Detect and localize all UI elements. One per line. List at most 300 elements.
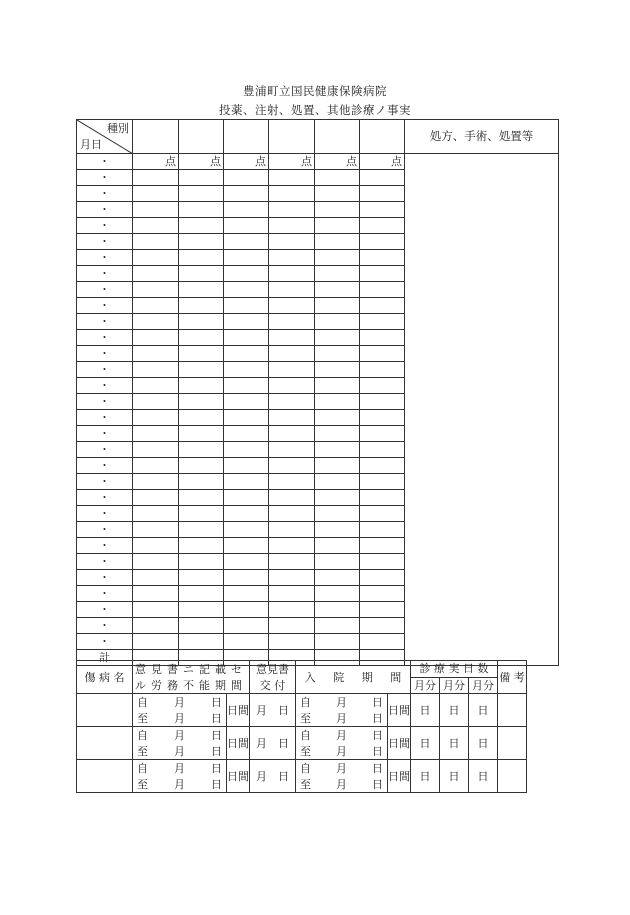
month-mark: 月 bbox=[336, 695, 348, 709]
points-cell[interactable]: 点 bbox=[315, 154, 360, 170]
points-cell[interactable] bbox=[224, 490, 269, 506]
points-cell[interactable] bbox=[360, 234, 405, 250]
points-cell[interactable] bbox=[224, 586, 269, 602]
treatment-days-cell[interactable]: 日 bbox=[440, 760, 469, 793]
inpatient-dates[interactable] bbox=[296, 727, 388, 760]
hospital-title: 豊浦町立国民健康保険病院 bbox=[243, 84, 387, 98]
inpatient-to: 至 bbox=[300, 744, 312, 758]
points-cell[interactable] bbox=[315, 394, 360, 410]
points-cell[interactable] bbox=[269, 522, 315, 538]
points-cell[interactable] bbox=[224, 202, 269, 218]
incapacity-duration[interactable]: 日間 bbox=[227, 760, 250, 793]
inpatient-dates[interactable] bbox=[296, 760, 388, 793]
points-cell[interactable] bbox=[269, 378, 315, 394]
points-cell[interactable] bbox=[224, 570, 269, 586]
points-cell[interactable] bbox=[269, 362, 315, 378]
points-cell[interactable] bbox=[360, 346, 405, 362]
points-cell[interactable] bbox=[133, 618, 179, 634]
points-cell[interactable] bbox=[224, 634, 269, 650]
points-cell[interactable] bbox=[360, 186, 405, 202]
date-cell[interactable]: ・ bbox=[77, 298, 133, 314]
points-cell[interactable] bbox=[179, 218, 224, 234]
points-cell[interactable] bbox=[179, 458, 224, 474]
points-cell[interactable] bbox=[179, 378, 224, 394]
incapacity-from: 自 bbox=[137, 728, 148, 742]
month-mark: 月 bbox=[336, 777, 348, 791]
date-cell[interactable]: ・ bbox=[77, 506, 133, 522]
treatment-days-cell[interactable]: 日 bbox=[440, 694, 469, 727]
points-cell[interactable] bbox=[133, 282, 179, 298]
points-cell[interactable] bbox=[179, 442, 224, 458]
points-cell[interactable] bbox=[224, 474, 269, 490]
work-incapacity-dates[interactable] bbox=[133, 727, 227, 760]
points-cell[interactable] bbox=[269, 298, 315, 314]
points-cell[interactable] bbox=[360, 570, 405, 586]
date-cell[interactable]: ・ bbox=[77, 634, 133, 650]
points-cell[interactable] bbox=[315, 330, 360, 346]
points-cell[interactable] bbox=[269, 394, 315, 410]
month-mark: 月 bbox=[336, 761, 348, 775]
points-cell[interactable] bbox=[179, 522, 224, 538]
points-cell[interactable] bbox=[269, 250, 315, 266]
points-cell[interactable] bbox=[179, 346, 224, 362]
points-cell[interactable] bbox=[133, 586, 179, 602]
incapacity-duration[interactable]: 日間 bbox=[227, 694, 250, 727]
points-cell[interactable] bbox=[360, 618, 405, 634]
points-cell[interactable] bbox=[315, 602, 360, 618]
points-cell[interactable] bbox=[224, 378, 269, 394]
points-cell[interactable] bbox=[224, 554, 269, 570]
points-cell[interactable] bbox=[360, 554, 405, 570]
points-cell[interactable] bbox=[133, 314, 179, 330]
points-cell[interactable] bbox=[179, 266, 224, 282]
date-cell[interactable]: ・ bbox=[77, 218, 133, 234]
points-cell[interactable] bbox=[269, 170, 315, 186]
points-cell[interactable] bbox=[269, 218, 315, 234]
date-cell[interactable]: ・ bbox=[77, 490, 133, 506]
points-cell[interactable] bbox=[224, 298, 269, 314]
month-mark: 月 bbox=[256, 703, 268, 717]
opinion-issue-date[interactable] bbox=[250, 727, 296, 760]
points-cell[interactable] bbox=[224, 506, 269, 522]
points-cell[interactable] bbox=[360, 490, 405, 506]
points-cell[interactable] bbox=[179, 330, 224, 346]
points-cell[interactable] bbox=[269, 314, 315, 330]
points-cell[interactable] bbox=[179, 234, 224, 250]
points-cell[interactable] bbox=[315, 618, 360, 634]
points-cell[interactable] bbox=[179, 202, 224, 218]
points-cell[interactable] bbox=[224, 346, 269, 362]
points-cell[interactable] bbox=[360, 474, 405, 490]
points-cell[interactable] bbox=[269, 410, 315, 426]
points-cell[interactable] bbox=[315, 186, 360, 202]
points-cell[interactable] bbox=[360, 250, 405, 266]
prescription-header: 処方、手術、処置等 bbox=[405, 120, 559, 154]
points-cell[interactable] bbox=[179, 282, 224, 298]
month-mark: 月 bbox=[336, 711, 348, 725]
day-mark: 日 bbox=[211, 728, 222, 742]
points-cell[interactable] bbox=[315, 282, 360, 298]
remarks-header: 備 考 bbox=[498, 661, 527, 694]
disease-record-row bbox=[77, 727, 570, 760]
points-cell[interactable] bbox=[179, 538, 224, 554]
month-mark: 月 bbox=[336, 728, 348, 742]
points-cell[interactable] bbox=[179, 250, 224, 266]
category-cell[interactable] bbox=[179, 120, 224, 154]
points-cell[interactable]: 点 bbox=[269, 154, 315, 170]
points-cell[interactable] bbox=[315, 266, 360, 282]
points-cell[interactable] bbox=[315, 314, 360, 330]
points-cell[interactable] bbox=[269, 554, 315, 570]
points-cell[interactable] bbox=[315, 538, 360, 554]
points-cell[interactable] bbox=[269, 282, 315, 298]
points-cell[interactable] bbox=[224, 458, 269, 474]
points-cell[interactable] bbox=[224, 186, 269, 202]
points-cell[interactable] bbox=[179, 170, 224, 186]
points-cell[interactable] bbox=[133, 186, 179, 202]
points-cell[interactable] bbox=[315, 490, 360, 506]
work-incapacity-header bbox=[133, 661, 250, 694]
points-cell[interactable] bbox=[360, 522, 405, 538]
points-cell[interactable] bbox=[360, 394, 405, 410]
points-cell[interactable] bbox=[360, 602, 405, 618]
points-cell[interactable] bbox=[269, 618, 315, 634]
points-cell[interactable] bbox=[179, 554, 224, 570]
incapacity-to: 至 bbox=[137, 777, 148, 791]
category-cell[interactable] bbox=[133, 120, 179, 154]
disease-name-cell[interactable] bbox=[77, 727, 133, 760]
date-cell[interactable]: ・ bbox=[77, 554, 133, 570]
date-cell[interactable]: ・ bbox=[77, 426, 133, 442]
points-cell[interactable] bbox=[179, 394, 224, 410]
treatment-days-header: 診 療 実 日 数 bbox=[411, 661, 498, 678]
points-cell[interactable] bbox=[179, 506, 224, 522]
points-cell[interactable] bbox=[360, 458, 405, 474]
points-cell[interactable] bbox=[133, 250, 179, 266]
points-cell[interactable] bbox=[360, 586, 405, 602]
treatment-days-cell[interactable]: 日 bbox=[469, 727, 498, 760]
points-cell[interactable] bbox=[360, 170, 405, 186]
points-cell[interactable] bbox=[179, 426, 224, 442]
points-cell[interactable] bbox=[133, 218, 179, 234]
date-cell[interactable]: ・ bbox=[77, 394, 133, 410]
points-cell[interactable] bbox=[315, 250, 360, 266]
date-cell[interactable]: ・ bbox=[77, 618, 133, 634]
points-cell[interactable] bbox=[224, 266, 269, 282]
points-cell[interactable] bbox=[360, 266, 405, 282]
points-cell[interactable] bbox=[269, 458, 315, 474]
month-mark: 月 bbox=[174, 777, 185, 791]
date-cell[interactable]: ・ bbox=[77, 474, 133, 490]
treatment-days-cell[interactable]: 日 bbox=[440, 727, 469, 760]
disease-name-cell[interactable] bbox=[77, 760, 133, 793]
treatment-days-cell[interactable]: 日 bbox=[469, 694, 498, 727]
points-cell[interactable] bbox=[179, 186, 224, 202]
month-mark: 月 bbox=[174, 761, 185, 775]
points-cell[interactable] bbox=[224, 602, 269, 618]
points-cell[interactable] bbox=[315, 234, 360, 250]
points-cell[interactable] bbox=[179, 618, 224, 634]
date-cell[interactable]: ・ bbox=[77, 538, 133, 554]
points-cell[interactable] bbox=[360, 330, 405, 346]
points-cell[interactable] bbox=[224, 170, 269, 186]
points-cell[interactable] bbox=[133, 346, 179, 362]
points-cell[interactable] bbox=[315, 570, 360, 586]
points-cell[interactable] bbox=[179, 570, 224, 586]
points-cell[interactable] bbox=[224, 538, 269, 554]
points-cell[interactable] bbox=[360, 506, 405, 522]
day-mark: 日 bbox=[372, 761, 384, 775]
date-cell[interactable]: ・ bbox=[77, 314, 133, 330]
disease-record-row bbox=[77, 694, 570, 727]
points-cell[interactable] bbox=[360, 298, 405, 314]
day-mark: 日 bbox=[211, 744, 222, 758]
points-cell[interactable] bbox=[224, 394, 269, 410]
issue-line1: 意見書 bbox=[256, 662, 290, 676]
points-cell[interactable] bbox=[360, 634, 405, 650]
remarks-cell[interactable] bbox=[498, 694, 527, 727]
points-cell[interactable] bbox=[269, 570, 315, 586]
category-cell[interactable] bbox=[360, 120, 405, 154]
incapacity-duration[interactable]: 日間 bbox=[227, 727, 250, 760]
points-cell[interactable] bbox=[133, 570, 179, 586]
points-cell[interactable] bbox=[133, 170, 179, 186]
inpatient-duration[interactable]: 日間 bbox=[388, 727, 411, 760]
date-cell[interactable]: ・ bbox=[77, 282, 133, 298]
day-mark: 日 bbox=[372, 695, 384, 709]
points-cell[interactable] bbox=[269, 586, 315, 602]
opinion-issue-date[interactable] bbox=[250, 760, 296, 793]
points-cell[interactable] bbox=[315, 202, 360, 218]
disease-summary-table bbox=[76, 660, 570, 793]
inpatient-to: 至 bbox=[300, 711, 312, 725]
date-cell[interactable]: ・ bbox=[77, 458, 133, 474]
points-cell[interactable] bbox=[133, 410, 179, 426]
remarks-cell[interactable] bbox=[498, 727, 527, 760]
points-cell[interactable] bbox=[269, 442, 315, 458]
points-cell[interactable] bbox=[179, 314, 224, 330]
points-cell[interactable] bbox=[224, 426, 269, 442]
date-cell[interactable]: ・ bbox=[77, 410, 133, 426]
points-cell[interactable] bbox=[133, 234, 179, 250]
day-mark: 日 bbox=[372, 777, 384, 791]
points-cell[interactable] bbox=[269, 202, 315, 218]
date-cell[interactable]: ・ bbox=[77, 202, 133, 218]
points-cell[interactable] bbox=[133, 394, 179, 410]
points-cell[interactable] bbox=[315, 218, 360, 234]
form-subtitle: 投薬、注射、処置、其他診療ノ事実 bbox=[219, 103, 411, 117]
month-mark: 月 bbox=[336, 744, 348, 758]
points-cell[interactable] bbox=[179, 298, 224, 314]
points-cell[interactable] bbox=[224, 618, 269, 634]
treatment-days-cell[interactable]: 日 bbox=[411, 694, 440, 727]
points-cell[interactable] bbox=[133, 330, 179, 346]
points-cell[interactable] bbox=[179, 634, 224, 650]
points-cell[interactable] bbox=[360, 282, 405, 298]
date-cell[interactable]: ・ bbox=[77, 602, 133, 618]
opinion-line2: ル労務不能期間 bbox=[135, 678, 248, 692]
category-cell[interactable] bbox=[224, 120, 269, 154]
points-cell[interactable] bbox=[224, 442, 269, 458]
points-cell[interactable] bbox=[133, 490, 179, 506]
points-cell[interactable] bbox=[315, 554, 360, 570]
points-cell[interactable] bbox=[224, 234, 269, 250]
points-cell[interactable] bbox=[133, 362, 179, 378]
points-cell[interactable]: 点 bbox=[133, 154, 179, 170]
points-cell[interactable] bbox=[133, 506, 179, 522]
points-cell[interactable] bbox=[269, 426, 315, 442]
treatment-days-cell[interactable]: 日 bbox=[411, 760, 440, 793]
points-cell[interactable] bbox=[269, 346, 315, 362]
points-cell[interactable] bbox=[224, 362, 269, 378]
date-cell[interactable]: ・ bbox=[77, 570, 133, 586]
points-cell[interactable] bbox=[269, 474, 315, 490]
date-cell[interactable]: ・ bbox=[77, 522, 133, 538]
points-cell[interactable] bbox=[269, 490, 315, 506]
points-cell[interactable] bbox=[224, 522, 269, 538]
header-row bbox=[77, 120, 559, 154]
date-cell[interactable]: ・ bbox=[77, 250, 133, 266]
points-cell[interactable] bbox=[269, 506, 315, 522]
date-cell[interactable]: ・ bbox=[77, 442, 133, 458]
date-cell[interactable]: ・ bbox=[77, 378, 133, 394]
points-cell[interactable] bbox=[315, 378, 360, 394]
date-cell[interactable]: ・ bbox=[77, 154, 133, 170]
points-cell[interactable] bbox=[360, 314, 405, 330]
disease-name-cell[interactable] bbox=[77, 694, 133, 727]
points-cell[interactable] bbox=[360, 362, 405, 378]
points-cell[interactable] bbox=[360, 538, 405, 554]
opinion-line1: 意見書ニ記載セ bbox=[135, 662, 248, 676]
opinion-issue-date[interactable] bbox=[250, 694, 296, 727]
day-mark: 日 bbox=[278, 736, 290, 750]
date-label: 月日 bbox=[80, 138, 102, 151]
date-cell[interactable]: ・ bbox=[77, 170, 133, 186]
points-cell[interactable] bbox=[315, 458, 360, 474]
date-cell[interactable]: ・ bbox=[77, 186, 133, 202]
points-cell[interactable] bbox=[179, 602, 224, 618]
disease-name-header: 傷 病 名 bbox=[77, 661, 133, 694]
day-mark: 日 bbox=[211, 695, 222, 709]
points-cell[interactable] bbox=[133, 442, 179, 458]
points-cell[interactable] bbox=[179, 474, 224, 490]
treatment-days-cell[interactable]: 日 bbox=[469, 760, 498, 793]
points-cell[interactable] bbox=[179, 362, 224, 378]
summary-header-row bbox=[77, 661, 570, 678]
points-cell[interactable] bbox=[133, 634, 179, 650]
points-cell[interactable] bbox=[133, 458, 179, 474]
inpatient-dates[interactable] bbox=[296, 694, 388, 727]
points-cell[interactable] bbox=[315, 442, 360, 458]
points-cell[interactable] bbox=[133, 202, 179, 218]
points-cell[interactable] bbox=[133, 602, 179, 618]
points-cell[interactable] bbox=[224, 314, 269, 330]
points-cell[interactable] bbox=[315, 298, 360, 314]
prescription-area[interactable] bbox=[405, 154, 559, 666]
inpatient-duration[interactable]: 日間 bbox=[388, 694, 411, 727]
day-mark: 日 bbox=[211, 761, 222, 775]
inpatient-to: 至 bbox=[300, 777, 312, 791]
points-cell[interactable] bbox=[179, 586, 224, 602]
points-cell[interactable] bbox=[269, 602, 315, 618]
points-cell[interactable]: 点 bbox=[179, 154, 224, 170]
inpatient-from: 自 bbox=[300, 728, 312, 742]
points-cell[interactable] bbox=[360, 426, 405, 442]
points-cell[interactable] bbox=[360, 378, 405, 394]
points-cell[interactable] bbox=[269, 234, 315, 250]
points-cell[interactable] bbox=[269, 538, 315, 554]
date-cell[interactable]: ・ bbox=[77, 346, 133, 362]
points-cell[interactable] bbox=[315, 362, 360, 378]
points-cell[interactable] bbox=[269, 186, 315, 202]
work-incapacity-dates[interactable] bbox=[133, 760, 227, 793]
day-mark: 日 bbox=[372, 711, 384, 725]
points-cell[interactable] bbox=[315, 522, 360, 538]
month-mark: 月 bbox=[174, 728, 185, 742]
points-cell[interactable] bbox=[315, 634, 360, 650]
points-cell[interactable] bbox=[224, 218, 269, 234]
date-cell[interactable]: ・ bbox=[77, 362, 133, 378]
points-cell[interactable] bbox=[315, 346, 360, 362]
date-cell[interactable]: ・ bbox=[77, 586, 133, 602]
points-cell[interactable] bbox=[133, 378, 179, 394]
points-cell[interactable] bbox=[360, 202, 405, 218]
day-mark: 日 bbox=[372, 728, 384, 742]
points-cell[interactable] bbox=[315, 410, 360, 426]
points-cell[interactable] bbox=[315, 426, 360, 442]
points-cell[interactable] bbox=[315, 586, 360, 602]
day-mark: 日 bbox=[278, 703, 290, 717]
points-cell[interactable] bbox=[269, 330, 315, 346]
points-cell[interactable]: 点 bbox=[360, 154, 405, 170]
work-incapacity-dates[interactable] bbox=[133, 694, 227, 727]
points-cell[interactable] bbox=[179, 490, 224, 506]
points-cell[interactable] bbox=[315, 506, 360, 522]
date-cell[interactable]: ・ bbox=[77, 330, 133, 346]
category-cell[interactable] bbox=[315, 120, 360, 154]
points-cell[interactable] bbox=[315, 170, 360, 186]
points-cell[interactable] bbox=[360, 410, 405, 426]
day-mark: 日 bbox=[278, 769, 290, 783]
points-cell[interactable] bbox=[133, 474, 179, 490]
points-cell[interactable] bbox=[315, 474, 360, 490]
points-cell[interactable] bbox=[133, 426, 179, 442]
points-cell[interactable] bbox=[133, 522, 179, 538]
day-mark: 日 bbox=[211, 711, 222, 725]
points-cell[interactable] bbox=[269, 634, 315, 650]
date-cell[interactable]: ・ bbox=[77, 266, 133, 282]
inpatient-from: 自 bbox=[300, 761, 312, 775]
category-cell[interactable] bbox=[269, 120, 315, 154]
points-cell[interactable] bbox=[224, 330, 269, 346]
points-cell[interactable] bbox=[133, 554, 179, 570]
points-cell[interactable] bbox=[133, 298, 179, 314]
points-cell[interactable] bbox=[224, 250, 269, 266]
points-cell[interactable] bbox=[179, 410, 224, 426]
remarks-cell[interactable] bbox=[498, 760, 527, 793]
treatment-days-cell[interactable]: 日 bbox=[411, 727, 440, 760]
date-cell[interactable]: ・ bbox=[77, 234, 133, 250]
points-cell[interactable] bbox=[224, 410, 269, 426]
points-cell[interactable] bbox=[133, 266, 179, 282]
points-cell[interactable] bbox=[360, 218, 405, 234]
points-cell[interactable] bbox=[269, 266, 315, 282]
points-cell[interactable]: 点 bbox=[224, 154, 269, 170]
points-cell[interactable] bbox=[224, 282, 269, 298]
points-cell[interactable] bbox=[360, 442, 405, 458]
inpatient-duration[interactable]: 日間 bbox=[388, 760, 411, 793]
points-cell[interactable] bbox=[133, 538, 179, 554]
